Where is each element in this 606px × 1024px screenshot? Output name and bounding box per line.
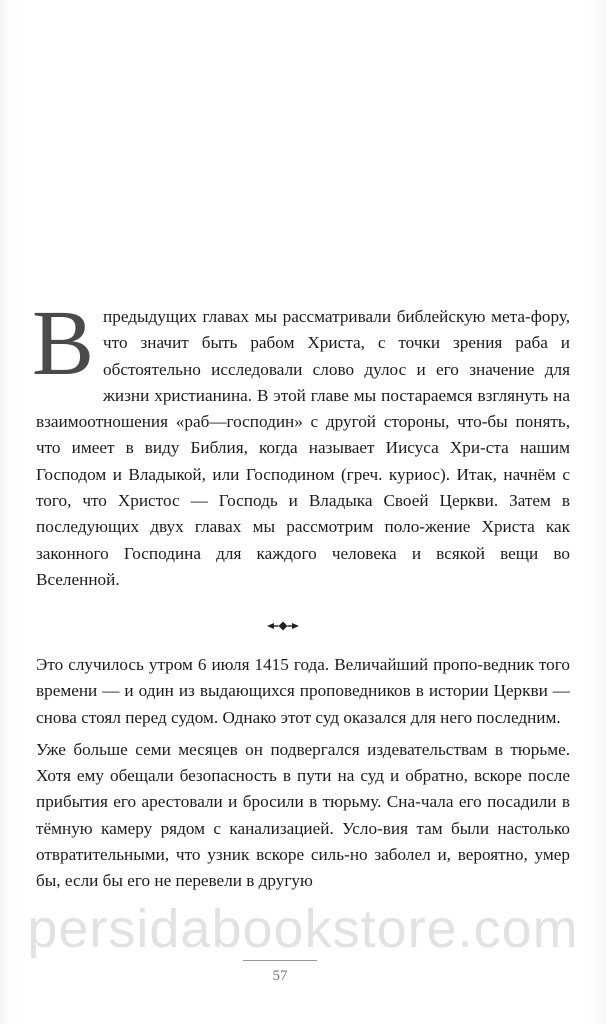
story-paragraph-2: Уже больше семи месяцев он подвергался издевательствам в тюрьме. Хотя ему обещали безопасность в пути на суд и обратно, вскоре после прибытия его арестовали и бросили в тюрьму. Сна-чала его посадили в тёмную камеру рядом с канализацией. Усло-вия там были настолько отвратительными, что узник вскоре силь-но заболел и, вероятно, умер бы, если бы его не перевели в другую bbox=[36, 739, 570, 891]
intro-text: предыдущих главах мы рассматривали библейскую мета-фору, что значит быть рабом Христа, с точки зрения раба и обстоятельно исследовали слово дулос и его значение для жизни христианина. В этой главе мы постараемся взглянуть на взаимоотношения «раб—господин» с другой стороны, что-бы понять, что имеет в виду Библия, когда называет Иисуса Хри-ста нашим Господом и Владыкой, или Господином (греч. куриос). Итак, начнём с того, что Христос — Господь и Владыка Своей Церкви. Затем в последующих двух главах мы рассмотрим поло-жение Христа как законного Господина для каждого человека и всякой вещи во Вселенной. bbox=[36, 307, 570, 589]
watermark: persidabookstore.com bbox=[27, 899, 579, 959]
footer-rule bbox=[243, 960, 317, 961]
ornament-divider-icon bbox=[263, 618, 303, 634]
page-number: 57 bbox=[272, 968, 288, 984]
drop-cap-letter: В bbox=[32, 292, 95, 395]
story-section bbox=[36, 652, 570, 895]
intro-paragraph bbox=[32, 292, 570, 593]
story-paragraph-1: Это случилось утром 6 июля 1415 года. Величайший пропо-ведник того времени — и один из выдающихся проповедников в истории Церкви — снова стоял перед судом. Однако этот суд оказался для него последним. bbox=[36, 655, 570, 727]
